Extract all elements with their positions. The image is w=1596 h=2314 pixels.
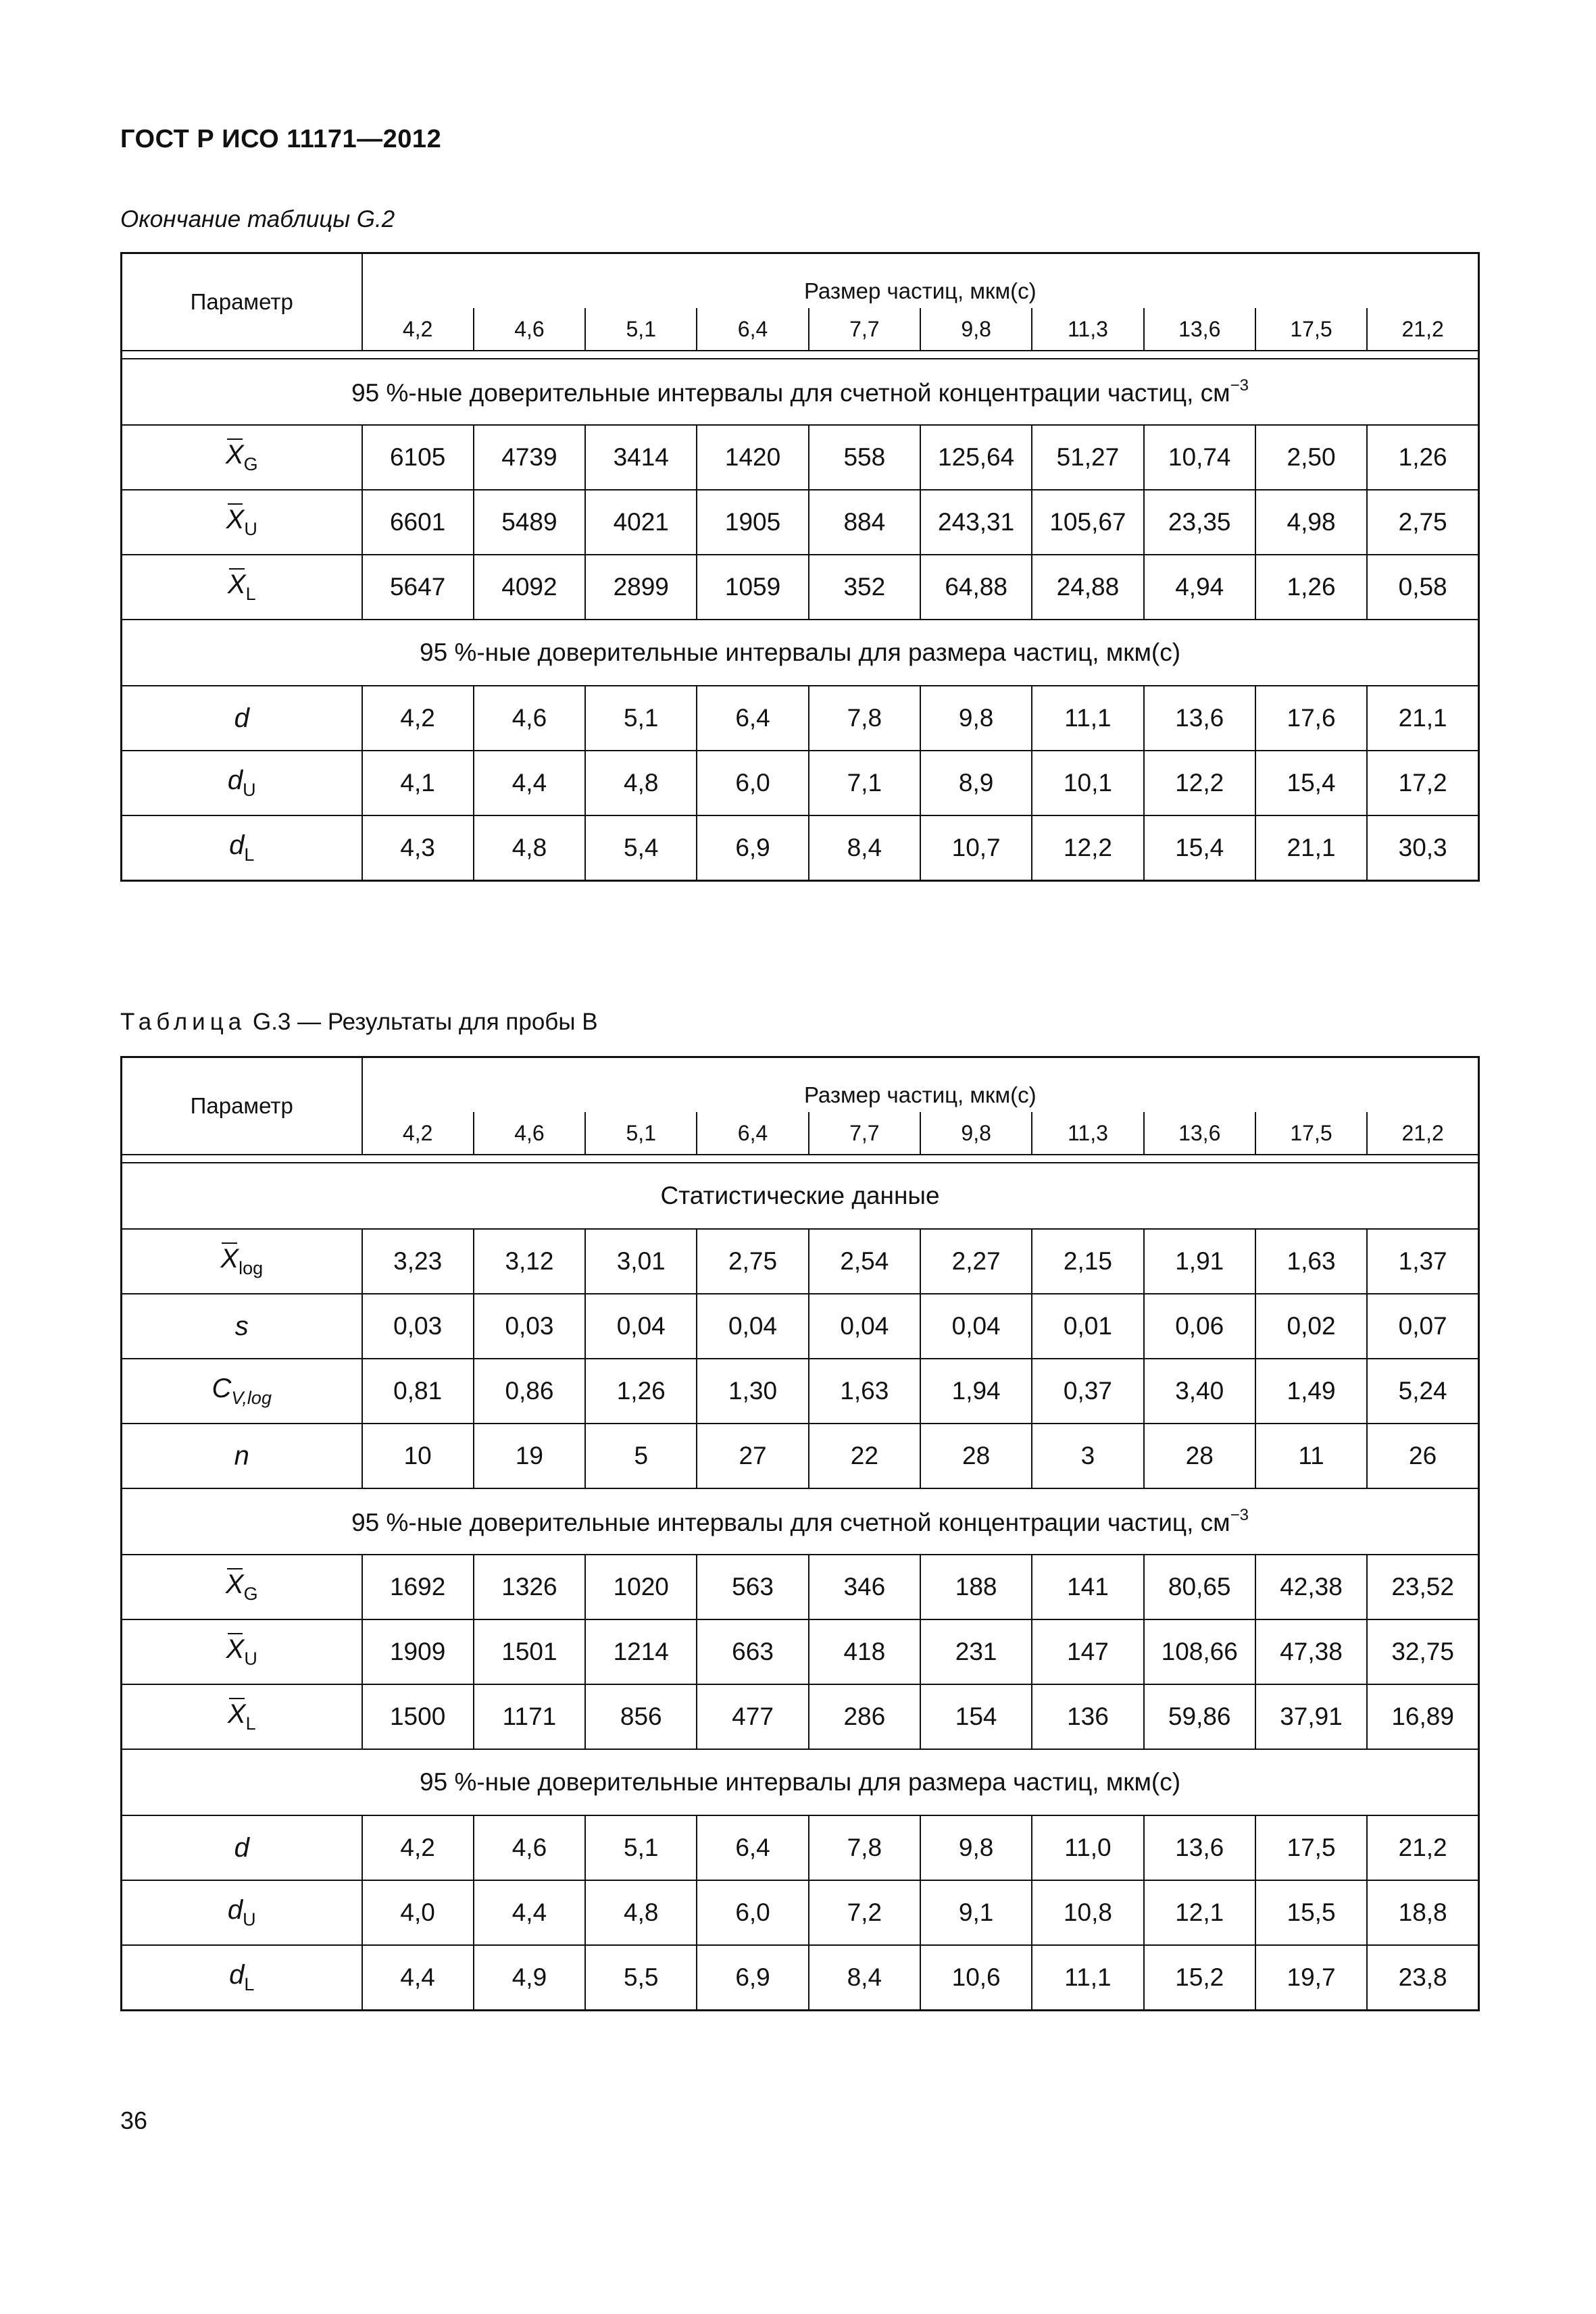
value-cell: 5,5 [585,1945,697,2011]
value-cell: 10,1 [1032,751,1143,815]
symbol-letter: X [226,505,245,534]
symbol-subscript: L [245,1713,256,1734]
table-row [122,555,1479,620]
symbol-letter: d [229,1960,245,1990]
symbol-subscript: G [243,454,258,474]
value-cell: 59,86 [1144,1684,1255,1749]
value-cell: 4,8 [585,1880,697,1945]
size-header-cell: 7,7 [809,308,920,351]
value-cell: 1,91 [1144,1229,1255,1294]
table-g3 [120,1056,1480,2011]
value-cell: 0,04 [585,1294,697,1359]
value-cell: 19 [474,1424,585,1488]
value-cell: 47,38 [1255,1619,1367,1684]
value-cell: 28 [920,1424,1032,1488]
symbol-subscript: L [245,584,256,604]
value-cell: 9,8 [920,686,1032,751]
value-cell: 1,37 [1367,1229,1478,1294]
value-cell: 4,6 [474,686,585,751]
document-header: ГОСТ Р ИСО 11171—2012 [120,125,442,153]
size-header-cell: 11,3 [1032,1112,1143,1155]
value-cell: 12,2 [1032,815,1143,881]
page-number: 36 [120,2107,148,2134]
value-cell: 136 [1032,1684,1143,1749]
value-cell: 4021 [585,490,697,555]
value-cell: 3,01 [585,1229,697,1294]
value-cell: 1692 [362,1555,474,1619]
value-cell: 1171 [474,1684,585,1749]
value-cell: 4,8 [585,751,697,815]
value-cell: 4,4 [474,1880,585,1945]
value-cell: 7,2 [809,1880,920,1945]
value-cell: 0,03 [362,1294,474,1359]
value-cell: 1,26 [585,1359,697,1424]
size-header: Размер частиц, мкм(с) [362,1057,1479,1113]
value-cell: 1905 [697,490,808,555]
value-cell: 3 [1032,1424,1143,1488]
overbar [227,438,243,440]
value-cell: 4,4 [362,1945,474,2011]
value-cell: 5489 [474,490,585,555]
symbol-letter: d [234,703,249,733]
section-size-ci: 95 %-ные доверительные интервалы для размера частиц, мкм(с) [122,620,1479,686]
value-cell: 0,86 [474,1359,585,1424]
value-cell: 22 [809,1424,920,1488]
parameter-cell [122,751,362,815]
symbol-letter: s [234,1311,249,1341]
value-cell: 7,8 [809,686,920,751]
size-header-cell: 17,5 [1255,308,1367,351]
parameter-cell [122,1684,362,1749]
value-cell: 4,1 [362,751,474,815]
value-cell: 4,98 [1255,490,1367,555]
symbol-letter: C [211,1374,232,1403]
symbol-letter: d [229,830,245,860]
value-cell: 5647 [362,555,474,620]
value-cell: 1500 [362,1684,474,1749]
value-cell: 5,1 [585,686,697,751]
value-cell: 9,1 [920,1880,1032,1945]
parameter-cell [122,1555,362,1619]
value-cell: 0,03 [474,1294,585,1359]
value-cell: 18,8 [1367,1880,1478,1945]
value-cell: 21,1 [1367,686,1478,751]
value-cell: 1420 [697,425,808,490]
size-header-cell: 6,4 [697,1112,808,1155]
size-header-cell: 4,6 [474,308,585,351]
size-header-cell: 7,7 [809,1112,920,1155]
overbar-x-symbol [228,1699,246,1730]
value-cell: 2899 [585,555,697,620]
value-cell: 17,2 [1367,751,1478,815]
value-cell: 563 [697,1555,808,1619]
value-cell: 2,54 [809,1229,920,1294]
value-cell: 5,24 [1367,1359,1478,1424]
table-g3-caption: Таблица G.3 — Результаты для пробы В [120,1009,598,1035]
table-row [122,1359,1479,1424]
parameter-cell [122,490,362,555]
value-cell: 4,2 [362,1815,474,1880]
value-cell: 4,0 [362,1880,474,1945]
value-cell: 2,15 [1032,1229,1143,1294]
value-cell: 1,26 [1255,555,1367,620]
section-row [122,1749,1479,1815]
table-row [122,490,1479,555]
overbar [228,1633,243,1634]
table-g2-caption: Окончание таблицы G.2 [120,206,395,232]
table-row [122,1815,1479,1880]
table-row [122,1294,1479,1359]
section-row [122,359,1479,425]
overbar-x-symbol [226,1569,244,1600]
table-row [122,686,1479,751]
value-cell: 108,66 [1144,1619,1255,1684]
value-cell: 5,1 [585,1815,697,1880]
value-cell: 7,8 [809,1815,920,1880]
value-cell: 2,27 [920,1229,1032,1294]
value-cell: 11 [1255,1424,1367,1488]
symbol-subscript: U [243,1909,256,1930]
symbol-letter: X [227,570,246,599]
overbar-x-symbol [226,505,245,535]
value-cell: 9,8 [920,1815,1032,1880]
parameter-cell [122,1424,362,1488]
value-cell: 11,1 [1032,686,1143,751]
overbar-x-symbol [226,1634,245,1665]
value-cell: 0,02 [1255,1294,1367,1359]
value-cell: 0,81 [362,1359,474,1424]
symbol-letter: d [227,1895,243,1925]
value-cell: 64,88 [920,555,1032,620]
value-cell: 24,88 [1032,555,1143,620]
value-cell: 21,2 [1367,1815,1478,1880]
symbol-letter: d [227,765,243,795]
section-stats: Статистические данные [122,1163,1479,1229]
size-header-cell: 13,6 [1144,308,1255,351]
value-cell: 21,1 [1255,815,1367,881]
parameter-cell [122,555,362,620]
value-cell: 2,50 [1255,425,1367,490]
value-cell: 1326 [474,1555,585,1619]
overbar-x-symbol [226,440,244,470]
value-cell: 8,4 [809,815,920,881]
size-header-cell: 4,2 [362,1112,474,1155]
value-cell: 663 [697,1619,808,1684]
parameter-cell [122,1880,362,1945]
section-count-ci: 95 %-ные доверительные интервалы для счетной концентрации частиц, $см^{-3}$ [122,359,1479,425]
value-cell: 4,3 [362,815,474,881]
value-cell: 7,1 [809,751,920,815]
overbar [229,1698,245,1699]
size-header-cell: 9,8 [920,308,1032,351]
value-cell: 477 [697,1684,808,1749]
param-header: Параметр [122,253,362,351]
value-cell: 352 [809,555,920,620]
value-cell: 6,0 [697,751,808,815]
symbol-letter: d [234,1832,249,1863]
overbar [229,568,245,570]
value-cell: 1501 [474,1619,585,1684]
value-cell: 558 [809,425,920,490]
symbol-subscript: log [239,1258,264,1278]
section-row [122,620,1479,686]
symbol-subscript: V,log [231,1388,272,1408]
value-cell: 3414 [585,425,697,490]
value-cell: 188 [920,1555,1032,1619]
value-cell: 10,74 [1144,425,1255,490]
value-cell: 1,63 [1255,1229,1367,1294]
symbol-subscript: L [244,1974,255,1994]
value-cell: 12,2 [1144,751,1255,815]
value-cell: 1,94 [920,1359,1032,1424]
size-header-cell: 6,4 [697,308,808,351]
value-cell: 15,2 [1144,1945,1255,2011]
value-cell: 1,49 [1255,1359,1367,1424]
symbol-subscript: L [244,845,255,865]
value-cell: 6,0 [697,1880,808,1945]
symbol-subscript: U [243,780,256,800]
value-cell: 42,38 [1255,1555,1367,1619]
value-cell: 2,75 [1367,490,1478,555]
section-size-ci: 95 %-ные доверительные интервалы для размера частиц, мкм(с) [122,1749,1479,1815]
value-cell: 13,6 [1144,1815,1255,1880]
symbol-letter: X [227,1699,246,1729]
overbar [227,1568,243,1569]
value-cell: 37,91 [1255,1684,1367,1749]
value-cell: 11,0 [1032,1815,1143,1880]
value-cell: 3,23 [362,1229,474,1294]
table-row [122,1424,1479,1488]
value-cell: 4739 [474,425,585,490]
size-header-cell: 17,5 [1255,1112,1367,1155]
value-cell: 6601 [362,490,474,555]
value-cell: 4,9 [474,1945,585,2011]
value-cell: 125,64 [920,425,1032,490]
table-row [122,1555,1479,1619]
value-cell: 141 [1032,1555,1143,1619]
value-cell: 1214 [585,1619,697,1684]
value-cell: 4,4 [474,751,585,815]
parameter-cell [122,1359,362,1424]
size-header-cell: 21,2 [1367,308,1478,351]
section-count-ci: 95 %-ные доверительные интервалы для счетной концентрации частиц, $см^{-3}$ [122,1488,1479,1555]
symbol-subscript: U [244,1649,257,1669]
value-cell: 0,04 [920,1294,1032,1359]
parameter-cell [122,425,362,490]
section-row [122,1488,1479,1555]
value-cell: 17,6 [1255,686,1367,751]
symbol-letter: X [226,1634,245,1664]
size-header-cell: 4,6 [474,1112,585,1155]
value-cell: 4,6 [474,1815,585,1880]
param-header: Параметр [122,1057,362,1155]
table-g2 [120,252,1480,882]
value-cell: 4,94 [1144,555,1255,620]
size-header-cell: 5,1 [585,308,697,351]
value-cell: 28 [1144,1424,1255,1488]
value-cell: 15,4 [1255,751,1367,815]
value-cell: 6,9 [697,1945,808,2011]
value-cell: 23,8 [1367,1945,1478,2011]
value-cell: 4092 [474,555,585,620]
table-row [122,1945,1479,2011]
value-cell: 1059 [697,555,808,620]
value-cell: 4,8 [474,815,585,881]
table-row [122,1880,1479,1945]
value-cell: 1020 [585,1555,697,1619]
value-cell: 23,52 [1367,1555,1478,1619]
parameter-cell [122,686,362,751]
value-cell: 0,58 [1367,555,1478,620]
parameter-cell [122,815,362,881]
value-cell: 19,7 [1255,1945,1367,2011]
value-cell: 26 [1367,1424,1478,1488]
value-cell: 11,1 [1032,1945,1143,2011]
value-cell: 51,27 [1032,425,1143,490]
value-cell: 3,40 [1144,1359,1255,1424]
symbol-subscript: U [244,519,257,539]
value-cell: 8,9 [920,751,1032,815]
overbar [228,503,243,505]
size-header-cell: 9,8 [920,1112,1032,1155]
size-header-cell: 4,2 [362,308,474,351]
value-cell: 4,2 [362,686,474,751]
value-cell: 16,89 [1367,1684,1478,1749]
value-cell: 6105 [362,425,474,490]
symbol-letter: X [225,440,244,470]
value-cell: 105,67 [1032,490,1143,555]
value-cell: 856 [585,1684,697,1749]
table-row [122,815,1479,881]
value-cell: 0,07 [1367,1294,1478,1359]
value-cell: 1,30 [697,1359,808,1424]
section-row [122,1163,1479,1229]
value-cell: 286 [809,1684,920,1749]
value-cell: 154 [920,1684,1032,1749]
table-row [122,425,1479,490]
value-cell: 12,1 [1144,1880,1255,1945]
value-cell: 8,4 [809,1945,920,2011]
parameter-cell [122,1619,362,1684]
table-row [122,1619,1479,1684]
symbol-subscript: G [243,1584,258,1604]
symbol-letter: n [234,1440,249,1471]
table-row [122,1684,1479,1749]
value-cell: 10,8 [1032,1880,1143,1945]
value-cell: 884 [809,490,920,555]
value-cell: 10,7 [920,815,1032,881]
value-cell: 15,4 [1144,815,1255,881]
value-cell: 15,5 [1255,1880,1367,1945]
size-header-cell: 5,1 [585,1112,697,1155]
size-header-cell: 11,3 [1032,308,1143,351]
value-cell: 5 [585,1424,697,1488]
value-cell: 30,3 [1367,815,1478,881]
value-cell: 27 [697,1424,808,1488]
value-cell: 0,01 [1032,1294,1143,1359]
table-row [122,1229,1479,1294]
value-cell: 80,65 [1144,1555,1255,1619]
value-cell: 1,26 [1367,425,1478,490]
value-cell: 346 [809,1555,920,1619]
value-cell: 23,35 [1144,490,1255,555]
size-header: Размер частиц, мкм(с) [362,253,1479,309]
symbol-letter: X [225,1569,244,1599]
size-header-cell: 13,6 [1144,1112,1255,1155]
value-cell: 10,6 [920,1945,1032,2011]
value-cell: 0,37 [1032,1359,1143,1424]
value-cell: 2,75 [697,1229,808,1294]
value-cell: 10 [362,1424,474,1488]
value-cell: 3,12 [474,1229,585,1294]
value-cell: 0,04 [697,1294,808,1359]
value-cell: 1909 [362,1619,474,1684]
parameter-cell [122,1945,362,2011]
value-cell: 0,06 [1144,1294,1255,1359]
table-row [122,751,1479,815]
parameter-cell [122,1294,362,1359]
value-cell: 1,63 [809,1359,920,1424]
value-cell: 0,04 [809,1294,920,1359]
value-cell: 6,4 [697,1815,808,1880]
overbar-x-symbol [220,1244,239,1274]
parameter-cell [122,1815,362,1880]
overbar-x-symbol [228,570,246,600]
value-cell: 418 [809,1619,920,1684]
value-cell: 5,4 [585,815,697,881]
value-cell: 6,4 [697,686,808,751]
value-cell: 6,9 [697,815,808,881]
parameter-cell [122,1229,362,1294]
size-header-cell: 21,2 [1367,1112,1478,1155]
overbar [222,1242,237,1244]
value-cell: 231 [920,1619,1032,1684]
value-cell: 17,5 [1255,1815,1367,1880]
value-cell: 243,31 [920,490,1032,555]
symbol-letter: X [220,1244,239,1274]
value-cell: 32,75 [1367,1619,1478,1684]
value-cell: 147 [1032,1619,1143,1684]
value-cell: 13,6 [1144,686,1255,751]
